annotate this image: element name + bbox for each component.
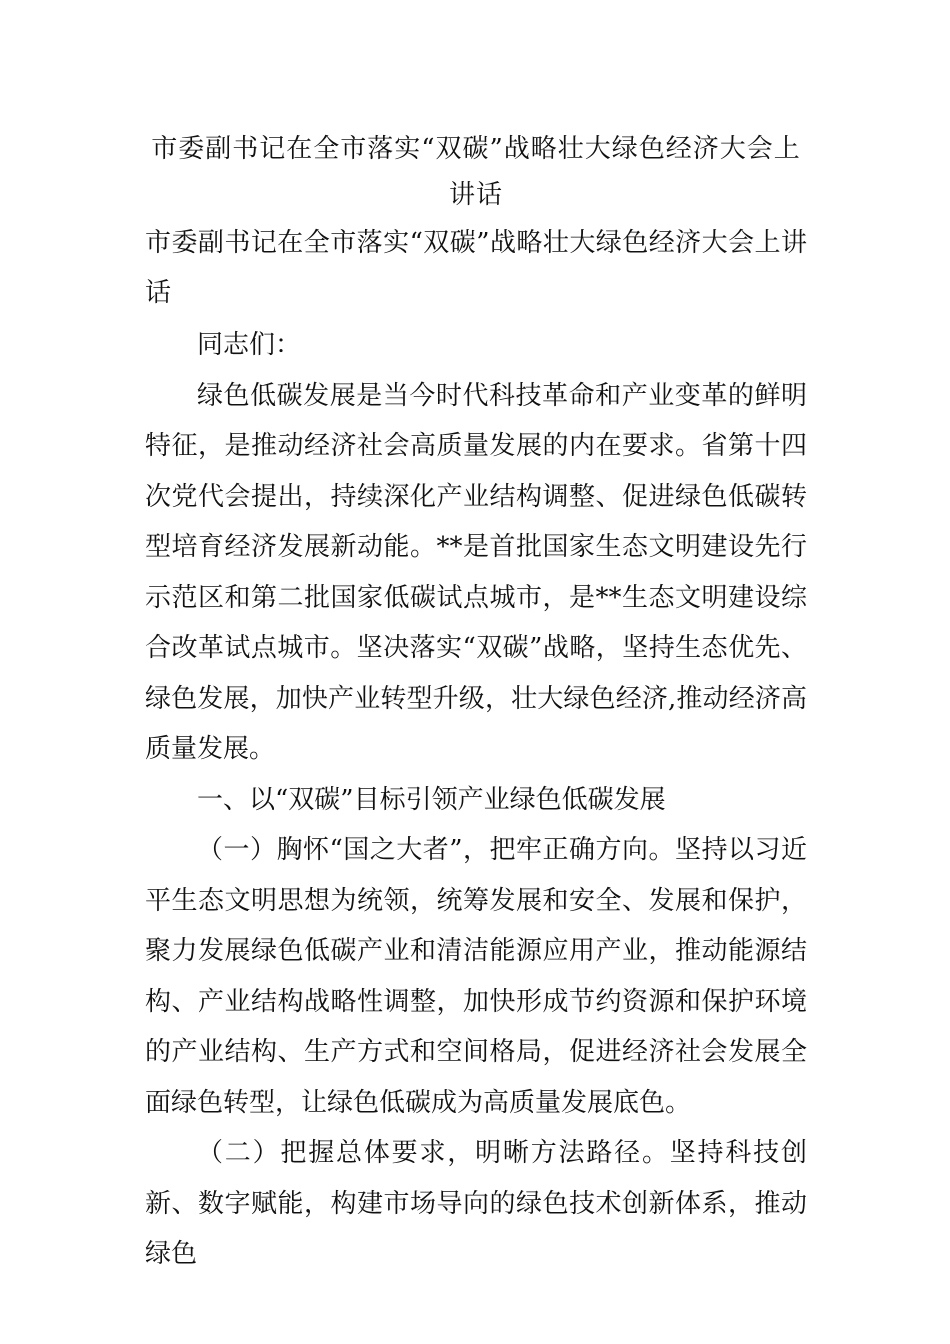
title-line-1: 市委副书记在全市落实“双碳”战略壮大绿色经济大会上 xyxy=(151,134,801,164)
document-page xyxy=(145,126,807,1280)
title-line-2: 讲话 xyxy=(448,180,503,210)
document-title xyxy=(145,126,807,218)
salutation: 同志们： xyxy=(197,330,302,360)
paragraph-point-2: （二）把握总体要求，明晰方法路径。坚持科技创新、数字赋能，构建市场导向的绿色技术创新体系，推动绿色 xyxy=(145,1138,807,1269)
paragraph-intro: 绿色低碳发展是当今时代科技革命和产业变革的鲜明特征，是推动经济社会高质量发展的内在要求。省第十四次党代会提出，持续深化产业结构调整、促进绿色低碳转型培育经济发展新动能。**是首批国家生态文明建设先行示范区和第二批国家低碳试点城市，是**生态文明建设综合改革试点城市。坚决落实“双碳”战略，坚持生态优先、绿色发展，加快产业转型升级，壮大绿色经济,推动经济高质量发展。 xyxy=(145,380,807,764)
repeated-heading: 市委副书记在全市落实“双碳”战略壮大绿色经济大会上讲话 xyxy=(145,228,807,308)
paragraph-point-1: （一）胸怀“国之大者”，把牢正确方向。坚持以习近平生态文明思想为统领，统筹发展和安全、发展和保护，聚力发展绿色低碳产业和清洁能源应用产业，推动能源结构、产业结构战略性调整，加快形成节约资源和保护环境的产业结构、生产方式和空间格局，促进经济社会发展全面绿色转型，让绿色低碳成为高质量发展底色。 xyxy=(145,835,807,1118)
section-heading-1: 一、以“双碳”目标引领产业绿色低碳发展 xyxy=(197,784,666,815)
